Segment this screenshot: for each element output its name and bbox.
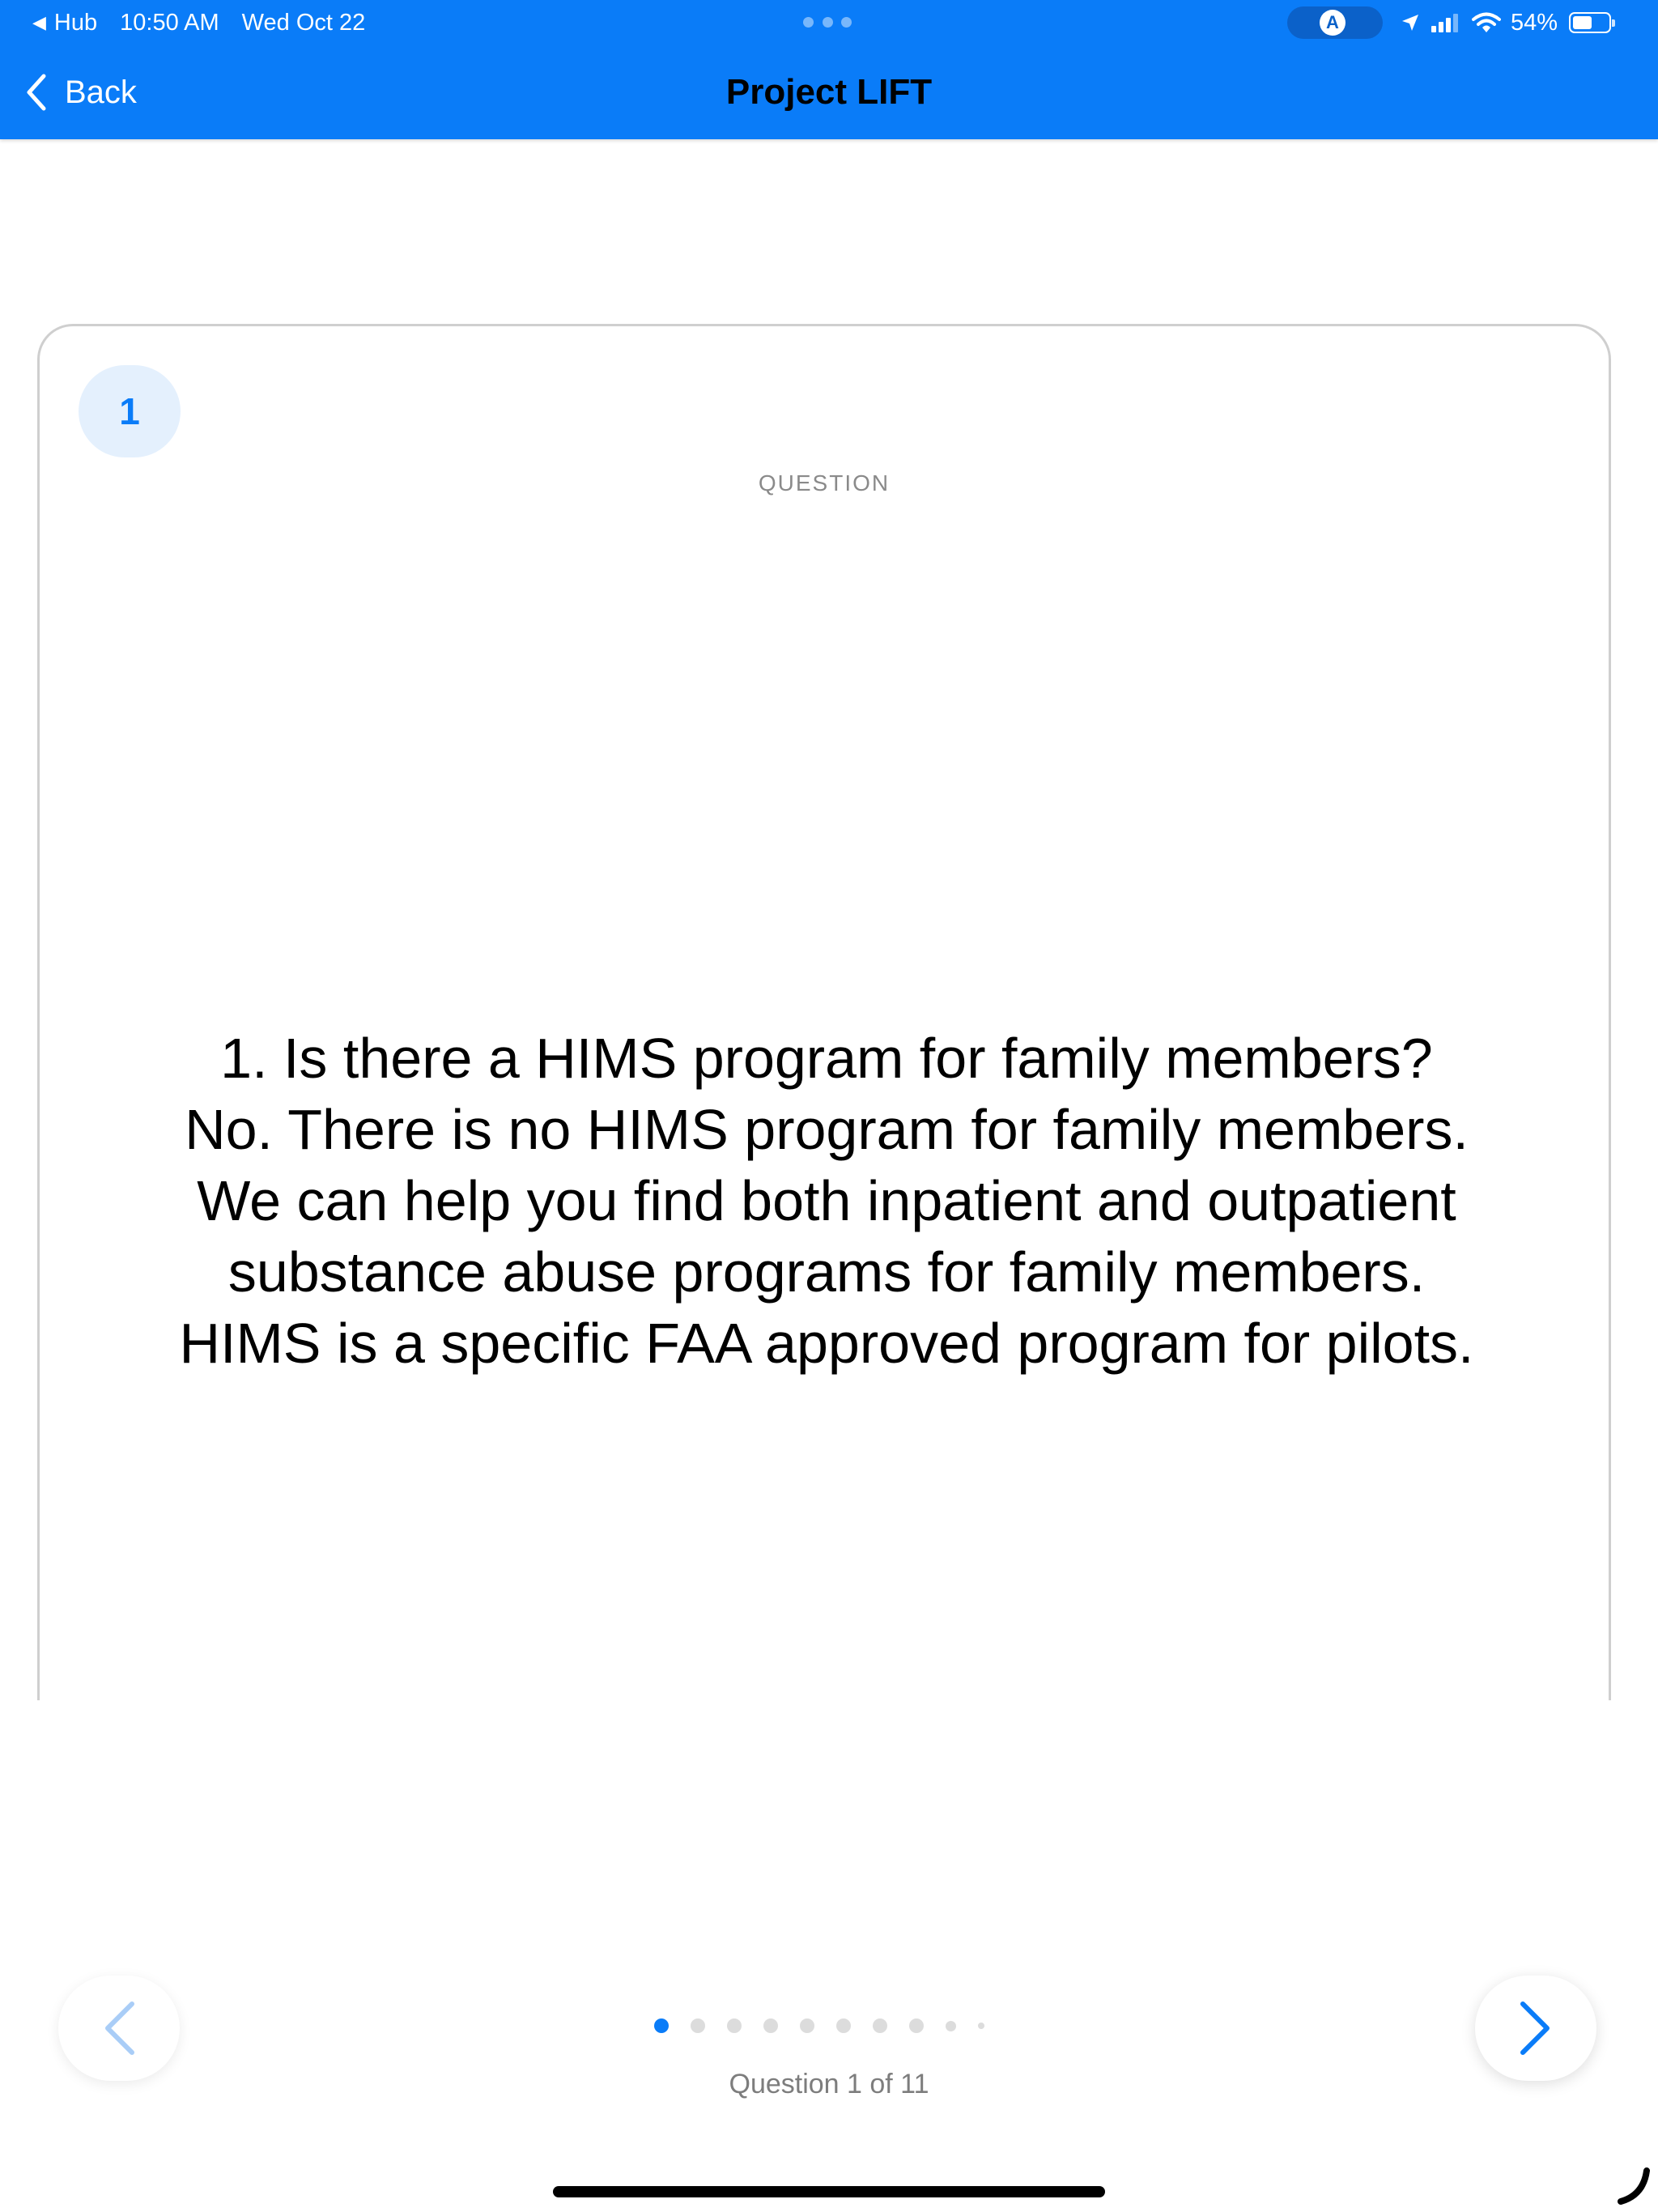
question-text-line: substance abuse programs for family members.: [227, 1240, 1426, 1304]
question-progress-label: Question 1 of 11: [729, 2069, 929, 2099]
battery-nub: [1612, 19, 1615, 27]
navigation-activity-pill[interactable]: [1287, 6, 1383, 39]
pencil-hover-icon: [1611, 2166, 1652, 2206]
page-dot[interactable]: [727, 2018, 742, 2033]
home-indicator[interactable]: [553, 2186, 1105, 2197]
question-text: [72, 1023, 1581, 1379]
status-bar-left: [32, 6, 365, 39]
maps-navigation-icon: A: [1320, 10, 1346, 36]
battery-percentage: 54%: [1511, 9, 1558, 36]
page-dot[interactable]: [836, 2018, 851, 2033]
wifi-icon: [1472, 12, 1501, 33]
battery-icon: [1569, 12, 1611, 33]
status-date: Wed Oct 22: [241, 9, 366, 36]
page-dot[interactable]: [763, 2018, 778, 2033]
status-time: 10:50 AM: [120, 9, 219, 36]
question-text-line: 1. Is there a HIMS program for family members?: [220, 1027, 1433, 1090]
multitask-dot: [841, 17, 852, 28]
multitask-dot: [803, 17, 814, 28]
back-button[interactable]: [24, 68, 137, 117]
question-kicker: QUESTION: [758, 470, 891, 496]
return-app-label[interactable]: Hub: [53, 9, 98, 36]
return-to-app-icon[interactable]: ◀: [32, 12, 46, 32]
location-arrow-icon: [1401, 13, 1420, 32]
question-text-line: No. There is no HIMS program for family members.: [185, 1098, 1469, 1161]
cellular-signal-icon: [1430, 13, 1462, 32]
next-question-button[interactable]: [1475, 1976, 1596, 2081]
page-title: Project LIFT: [725, 72, 933, 112]
question-number-badge: 1: [79, 365, 181, 457]
page-dot[interactable]: [946, 2021, 956, 2031]
app-header: [0, 0, 1658, 139]
question-text-line: We can help you find both inpatient and outpatient: [197, 1169, 1456, 1232]
multitasking-handle[interactable]: [803, 16, 852, 28]
page-dot[interactable]: [800, 2018, 814, 2033]
question-text-line: HIMS is a specific FAA approved program for pilots.: [179, 1312, 1474, 1375]
previous-question-button[interactable]: [58, 1976, 180, 2081]
page-dot-active[interactable]: [654, 2018, 669, 2033]
page-dot[interactable]: [691, 2018, 705, 2033]
page-dot[interactable]: [909, 2018, 924, 2033]
chevron-right-icon: [1518, 2000, 1554, 2057]
page-indicator[interactable]: [654, 2016, 984, 2035]
page-dot[interactable]: [873, 2018, 887, 2033]
battery-level: [1573, 16, 1592, 29]
page-dot[interactable]: [978, 2023, 984, 2029]
question-card: [37, 324, 1611, 1700]
chevron-left-icon: [24, 73, 49, 112]
back-button-label: Back: [65, 74, 137, 110]
multitask-dot: [823, 17, 833, 28]
chevron-left-icon: [101, 2000, 137, 2057]
status-bar-right: [1401, 6, 1611, 39]
